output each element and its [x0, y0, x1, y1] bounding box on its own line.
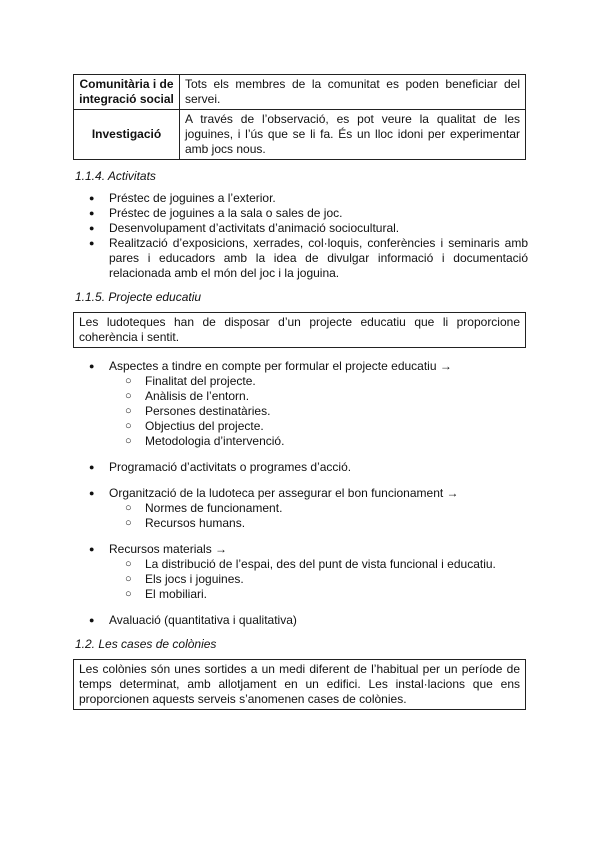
sub-list-item: ○ Objectius del projecte. [145, 419, 528, 434]
table-row [74, 75, 526, 110]
projecte-list [73, 359, 528, 628]
list-item-text: Aspectes a tindre en compte per formular el projecte educatiu → [109, 359, 452, 373]
list-item: ● Programació d’activitats o programes d’acció. [109, 460, 528, 475]
list-item: ● Préstec de joguines a l’exterior. [109, 191, 528, 206]
sub-list-item: ○ Els jocs i joguines. [145, 572, 528, 587]
sub-list-item: ○ El mobiliari. [145, 587, 528, 602]
list-item: ● Avaluació (quantitativa i qualitativa) [109, 613, 528, 628]
activities-list [73, 191, 528, 281]
list-item: ● Realització d’exposicions, xerrades, col·loquis, conferències i seminaris amb pares i educadors amb la idea de divulgar informació i documentació relacionada amb el món del joc i la joguina. [109, 236, 528, 281]
sub-list-item: ○ Normes de funcionament. [145, 501, 528, 516]
table-cell-label: Investigació [74, 110, 180, 160]
section-heading-cases-colonies: 1.2. Les cases de colònies [75, 637, 217, 651]
sub-list-item: ○ La distribució de l’espai, des del punt de vista funcional i educatiu. [145, 557, 528, 572]
table-cell-description: Tots els membres de la comunitat es poden beneficiar del servei. [180, 75, 526, 110]
table-cell-label: Comunitària i de integració social [74, 75, 180, 110]
sub-list [109, 374, 528, 449]
sub-list-item: ○ Metodologia d’intervenció. [145, 434, 528, 449]
sub-list [109, 501, 528, 531]
sub-list [109, 557, 528, 602]
sub-list-item: ○ Recursos humans. [145, 516, 528, 531]
list-item: ● Desenvolupament d’activitats d’animació sociocultural. [109, 221, 528, 236]
list-item: ● Préstec de joguines a la sala o sales de joc. [109, 206, 528, 221]
table-cell-description: A través de l’observació, es pot veure la qualitat de les joguines, i l’ús que se li fa. És un lloc idoni per experimentar amb jocs nous. [180, 110, 526, 160]
list-item-text: Organització de la ludoteca per assegurar el bon funcionament → [109, 486, 459, 500]
sub-list-item: ○ Persones destinatàries. [145, 404, 528, 419]
sub-list-item: ○ Finalitat del projecte. [145, 374, 528, 389]
table-row [74, 110, 526, 160]
section-heading-activitats: 1.1.4. Activitats [75, 169, 156, 183]
document-page [73, 74, 528, 710]
list-item-text: Recursos materials → [109, 542, 228, 556]
cases-colonies-box: Les colònies són unes sortides a un medi diferent de l’habitual per un període de temps determinat, amb allotjament en un edifici. Les instal·lacions que ens proporcionen aquests serveis s’anomenen cases de colònies. [73, 659, 526, 710]
section-heading-projecte-educatiu: 1.1.5. Projecte educatiu [75, 290, 202, 304]
sub-list-item: ○ Anàlisis de l’entorn. [145, 389, 528, 404]
list-item [109, 359, 528, 449]
services-table [73, 74, 526, 160]
projecte-educatiu-box: Les ludoteques han de disposar d’un projecte educatiu que li proporcione coherència i sentit. [73, 312, 526, 348]
list-item [109, 486, 528, 531]
list-item [109, 542, 528, 602]
